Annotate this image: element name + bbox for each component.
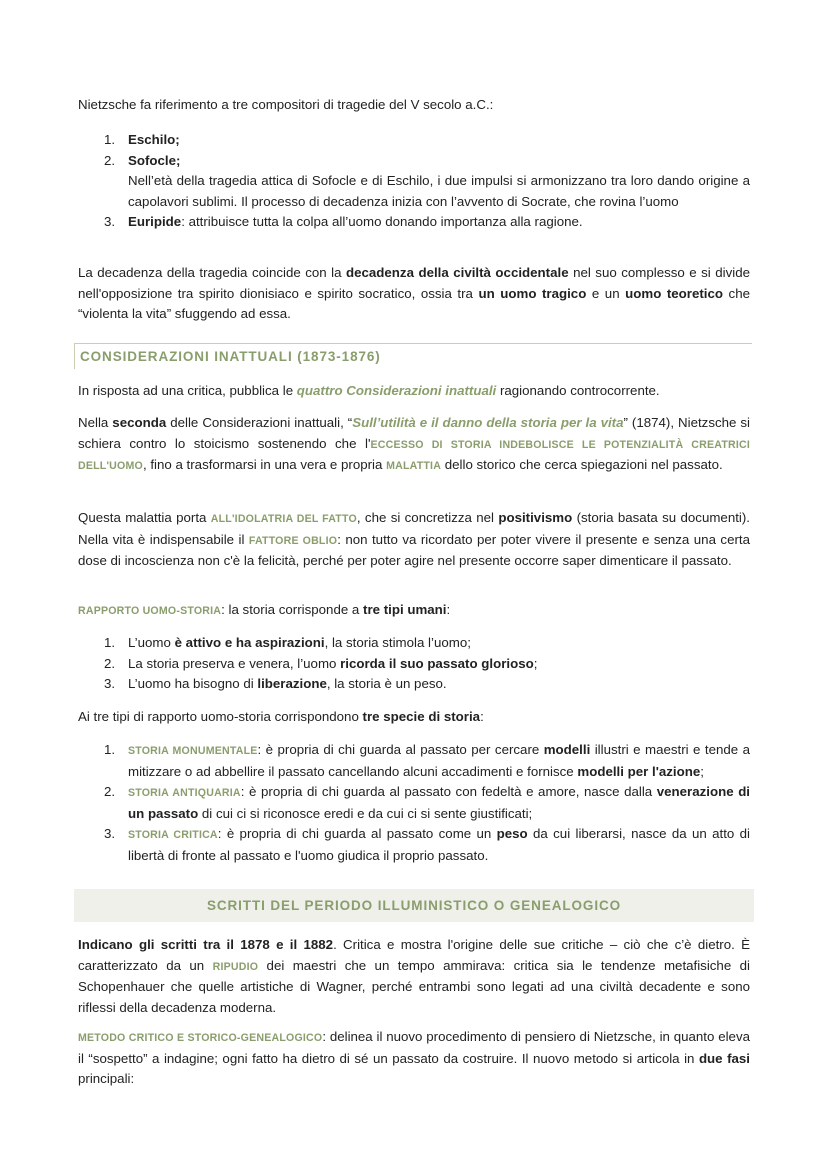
list-item: 3. STORIA CRITICA: è propria di chi guarda al passato come un peso da cui liberarsi, nasce da un atto di libertà di fronte al passato e l'uomo giudica il proprio passato.	[104, 826, 751, 863]
list-item: 1. Eschilo;	[104, 132, 180, 147]
list-item: 2. STORIA ANTIQUARIA: è propria di chi guarda al passato con fedeltà e amore, nasce dalla venerazione di un passato di cui ci si riconosce eredi e da cui ci si sente giustificati;	[104, 784, 751, 821]
list-item: 3. Euripide: attribuisce tutta la colpa all’uomo donando importanza alla ragione.	[104, 214, 583, 229]
paragraph: Ai tre tipi di rapporto uomo-storia corrispondono tre specie di storia:	[78, 709, 484, 724]
list-item: 1. L’uomo è attivo e ha aspirazioni, la storia stimola l’uomo;	[104, 635, 471, 650]
decadence-paragraph: La decadenza della tragedia coincide con la decadenza della civiltà occidentale nel suo complesso e si divide nell'opposizione tra spirito dionisiaco e spirito socratico, ossia tra un uomo tragico e un uomo teoretico che “violenta la vita” sfuggendo ad essa.	[78, 265, 750, 321]
species-list	[78, 740, 750, 866]
section-title: CONSIDERAZIONI INATTUALI (1873-1876)	[80, 349, 381, 364]
tragedians-list	[78, 130, 750, 233]
list-item: 2. La storia preserva e venera, l’uomo ricorda il suo passato glorioso;	[104, 655, 538, 671]
intro-paragraph: Nietzsche fa riferimento a tre compositori di tragedie del V secolo a.C.:	[78, 97, 494, 112]
paragraph: Questa malattia porta ALL'IDOLATRIA DEL FATTO, che si concretizza nel positivismo (storia basata su documenti). Nella vita è indispensabile il FATTORE OBLIO: non tutto va ricordato per poter vivere il presente e senza una certa dose di incoscienza non c'è la felicità, perché per poter agire nel presente occorre saper dimenticare il passato.	[78, 510, 750, 568]
paragraph: RAPPORTO UOMO-STORIA: la storia corrisponde a tre tipi umani:	[78, 602, 451, 617]
section-heading-inattuali	[74, 343, 752, 369]
section-heading-illuministico	[74, 889, 754, 922]
list-item: 3. L’uomo ha bisogno di liberazione, la storia è un peso.	[104, 676, 447, 691]
types-list	[78, 633, 750, 695]
section-title: SCRITTI DEL PERIODO ILLUMINISTICO O GENEALOGICO	[206, 898, 622, 913]
list-item: 2. Sofocle; Nell’età della tragedia attica di Sofocle e di Eschilo, i due impulsi si armonizzano tra loro dando origine a capolavori sublimi. Il processo di decadenza inizia con l’avvento di Socrate, che rovina l’uomo	[104, 152, 750, 209]
paragraph: In risposta ad una critica, pubblica le quattro Considerazioni inattuali ragionando controcorrente.	[78, 383, 660, 398]
paragraph: Nella seconda delle Considerazioni inattuali, “Sull’utilità e il danno della storia per la vita” (1874), Nietzsche si schiera contro lo stoicismo sostenendo che l'ECCESSO DI STORIA INDEBOLISCE LE POTENZIALITÀ CREATRICI DELL'UOMO, fino a trasformarsi in una vera e propria MALATTIA dello storico che cerca spiegazioni nel passato.	[78, 415, 750, 472]
list-item: 1. STORIA MONUMENTALE: è propria di chi guarda al passato per cercare modelli illustri e maestri e tende a mitizzare o ad abbellire il passato cancellando alcuni accadimenti e fornisce modelli per l'azione;	[104, 742, 750, 779]
paragraph: METODO CRITICO E STORICO-GENEALOGICO: delinea il nuovo procedimento di pensiero di Nietzsche, in quanto eleva il “sospetto” a indagine; ogni fatto ha dietro di sé un passato da costruire. Il nuovo metodo si articola in due fasi principali:	[78, 1029, 750, 1086]
paragraph: Indicano gli scritti tra il 1878 e il 1882. Critica e mostra l'origine delle sue critiche – ciò che c’è dietro. È caratterizzato da un RIPUDIO dei maestri che un tempo ammirava: critica sia le tendenze metafisiche di Schopenhauer che quelle artistiche di Wagner, perché entrambi sono legati ad una civiltà decadente e sono riflessi della decadenza moderna.	[78, 937, 750, 1015]
